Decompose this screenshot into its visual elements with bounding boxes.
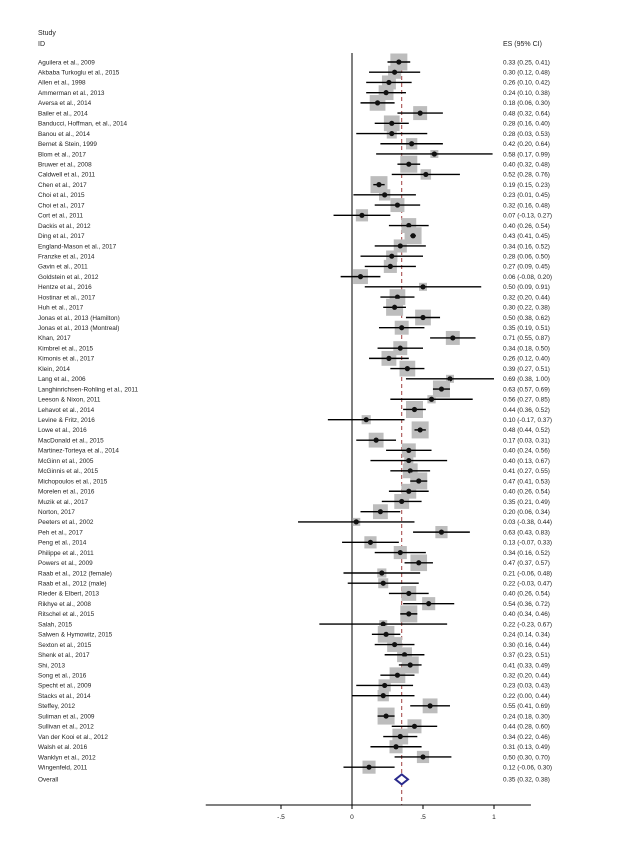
- study-label: Shenk et al., 2017: [38, 652, 90, 660]
- study-row: [38, 443, 550, 457]
- effect-size-text: 0.32 (0.16, 0.48): [503, 202, 550, 210]
- study-label: Khan, 2017: [38, 335, 71, 343]
- effect-size-text: 0.30 (0.12, 0.48): [503, 69, 550, 77]
- effect-size-text: 0.27 (0.09, 0.45): [503, 263, 550, 271]
- point-estimate: [406, 162, 411, 167]
- study-row: [38, 546, 550, 559]
- effect-size-text: 0.41 (0.27, 0.55): [503, 468, 550, 476]
- study-row: [38, 310, 550, 326]
- point-estimate: [358, 274, 363, 279]
- study-row: [38, 375, 550, 383]
- point-estimate: [389, 131, 394, 136]
- point-estimate: [406, 591, 411, 596]
- point-estimate: [412, 724, 417, 729]
- study-row: [38, 719, 550, 733]
- effect-size-text: 0.22 (0.00, 0.44): [503, 692, 550, 700]
- effect-size-text: 0.12 (-0.06, 0.30): [503, 764, 553, 772]
- effect-size-text: 0.28 (0.06, 0.50): [503, 253, 550, 261]
- effect-size-text: 0.41 (0.33, 0.49): [503, 662, 550, 670]
- study-row: [38, 150, 550, 158]
- point-estimate: [416, 560, 421, 565]
- effect-size-text: 0.42 (0.20, 0.64): [503, 141, 550, 149]
- effect-size-text: 0.48 (0.32, 0.64): [503, 110, 550, 118]
- effect-size-text: 0.35 (0.21, 0.49): [503, 498, 550, 506]
- point-estimate: [406, 458, 411, 463]
- effect-size-text: 0.10 (-0.17, 0.37): [503, 417, 553, 424]
- point-estimate: [381, 581, 386, 586]
- study-label: Bruwer et al., 2008: [38, 161, 92, 169]
- point-estimate: [420, 754, 425, 759]
- study-row: [38, 331, 550, 345]
- study-label: Wingenfeld, 2011: [38, 764, 88, 772]
- study-row: [38, 85, 550, 100]
- effect-size-text: 0.19 (0.15, 0.23): [503, 181, 550, 189]
- point-estimate: [406, 448, 411, 453]
- study-label: Aversa et al., 2014: [38, 100, 92, 108]
- study-row: [38, 138, 550, 149]
- study-row: [38, 66, 550, 79]
- study-row: [38, 518, 552, 526]
- effect-size-text: 0.26 (0.12, 0.40): [503, 355, 550, 363]
- study-row: [38, 620, 552, 628]
- point-estimate: [420, 315, 425, 320]
- point-estimate: [364, 417, 369, 422]
- study-row: [38, 647, 550, 662]
- study-row: [38, 283, 550, 291]
- effect-size-text: 0.13 (-0.07, 0.33): [503, 539, 553, 547]
- effect-size-text: 0.52 (0.28, 0.76): [503, 171, 550, 179]
- study-row: [38, 761, 552, 774]
- study-row: [38, 239, 550, 252]
- effect-size-text: 0.33 (0.25, 0.41): [503, 59, 550, 67]
- point-estimate: [354, 519, 359, 524]
- study-label: Rikhye et al., 2008: [38, 600, 91, 608]
- effect-size-text: 0.63 (0.57, 0.69): [503, 386, 550, 394]
- point-estimate: [412, 407, 417, 412]
- effect-size-text: 0.40 (0.34, 0.46): [503, 611, 550, 619]
- study-row: [38, 421, 550, 438]
- effect-size-text: 0.44 (0.36, 0.52): [503, 406, 550, 414]
- effect-size-text: 0.55 (0.41, 0.69): [503, 703, 550, 711]
- point-estimate: [398, 243, 403, 248]
- study-label: Martinez-Torteya et al., 2014: [38, 447, 119, 455]
- effect-size-text: 0.39 (0.27, 0.51): [503, 365, 550, 373]
- study-row: [38, 667, 550, 683]
- point-estimate: [398, 550, 403, 555]
- study-row: [38, 198, 550, 212]
- study-row: [38, 260, 550, 273]
- study-row: [38, 586, 550, 601]
- point-estimate: [366, 765, 371, 770]
- effect-size-text: 0.24 (0.18, 0.30): [503, 713, 550, 721]
- point-estimate: [408, 662, 413, 667]
- study-row: [38, 605, 550, 622]
- study-row: [38, 597, 550, 610]
- study-label: Jonas et al., 2013 (Hamilton): [38, 314, 120, 322]
- x-axis: [206, 805, 531, 821]
- effect-size-text: 0.34 (0.16, 0.52): [503, 243, 550, 251]
- point-estimate: [426, 601, 431, 606]
- study-row: [38, 75, 550, 89]
- effect-size-text: 0.50 (0.30, 0.70): [503, 754, 550, 762]
- effect-size-text: 0.56 (0.27, 0.85): [503, 396, 550, 404]
- study-row: [38, 361, 550, 377]
- effect-size-text: 0.40 (0.24, 0.56): [503, 447, 550, 455]
- x-tick-label: .5: [420, 814, 426, 821]
- effect-size-text: 0.54 (0.36, 0.72): [503, 600, 550, 608]
- study-label: Allen et al., 1998: [38, 79, 86, 87]
- study-label: Salah, 2015: [38, 621, 73, 629]
- point-estimate: [410, 233, 415, 238]
- study-row: [38, 708, 550, 725]
- study-label: Huh et al., 2017: [38, 304, 84, 312]
- point-estimate: [383, 90, 388, 95]
- point-estimate: [389, 254, 394, 259]
- study-label: Sexton et al., 2015: [38, 641, 92, 649]
- effect-size-text: 0.28 (0.03, 0.53): [503, 130, 550, 138]
- effect-size-text: 0.30 (0.16, 0.44): [503, 641, 550, 649]
- point-estimate: [375, 100, 380, 105]
- study-rows: [38, 54, 552, 785]
- study-label: Banou et al., 2014: [38, 130, 90, 138]
- point-estimate: [389, 121, 394, 126]
- study-label: Michopoulos et al., 2015: [38, 478, 108, 486]
- study-row: [38, 395, 550, 403]
- point-estimate: [388, 264, 393, 269]
- study-row: [38, 289, 550, 305]
- effect-size-text: 0.23 (0.01, 0.45): [503, 192, 550, 200]
- effect-size-text: 0.03 (-0.38, 0.44): [503, 519, 553, 527]
- study-label: Blom et al., 2017: [38, 151, 86, 159]
- point-estimate: [396, 59, 401, 64]
- effect-size-text: 0.44 (0.28, 0.60): [503, 723, 550, 731]
- point-estimate: [395, 202, 400, 207]
- effect-size-text: 0.58 (0.17, 0.99): [503, 151, 550, 159]
- effect-size-text: 0.17 (0.03, 0.31): [503, 437, 550, 445]
- effect-size-text: 0.40 (0.26, 0.54): [503, 488, 550, 496]
- effect-size-text: 0.34 (0.22, 0.46): [503, 733, 550, 741]
- effect-size-text: 0.47 (0.41, 0.53): [503, 478, 550, 486]
- point-estimate: [368, 540, 373, 545]
- point-estimate: [374, 438, 379, 443]
- point-estimate: [398, 734, 403, 739]
- point-estimate: [392, 70, 397, 75]
- study-row: [38, 698, 550, 713]
- effect-size-text: 0.23 (0.03, 0.43): [503, 682, 550, 690]
- effect-size-text: 0.35 (0.19, 0.51): [503, 325, 550, 333]
- effect-size-text: 0.22 (-0.03, 0.47): [503, 580, 553, 588]
- point-estimate: [379, 570, 384, 575]
- study-row: [38, 227, 550, 244]
- study-label: Hostinar et al., 2017: [38, 294, 96, 302]
- study-row: [38, 740, 550, 753]
- study-label: Shi, 2013: [38, 662, 66, 670]
- study-label: England-Mason et al., 2017: [38, 243, 117, 251]
- study-row: [38, 176, 550, 193]
- study-row: [38, 299, 550, 316]
- x-tick-label: -.5: [277, 814, 285, 821]
- study-row: [38, 637, 550, 652]
- point-estimate: [405, 366, 410, 371]
- study-row: [38, 536, 552, 548]
- study-label: Specht et al., 2009: [38, 682, 92, 690]
- study-row: [38, 484, 550, 499]
- study-label: Ammerman et al., 2013: [38, 89, 105, 97]
- study-row: [38, 381, 550, 398]
- overall-diamond: [395, 774, 408, 784]
- study-row: [38, 679, 550, 691]
- point-estimate: [383, 713, 388, 718]
- study-label: Raab et al., 2012 (female): [38, 570, 112, 578]
- study-label: Salwen & Hymowitz, 2015: [38, 631, 113, 639]
- study-label: Walsh et al. 2016: [38, 744, 88, 752]
- study-label: Bernet & Stein, 1999: [38, 141, 97, 149]
- study-label: Chen et al., 2017: [38, 181, 87, 189]
- study-label: MacDonald et al., 2015: [38, 437, 104, 445]
- effect-size-text: 0.32 (0.20, 0.44): [503, 294, 550, 302]
- point-estimate: [359, 213, 364, 218]
- study-row: [38, 106, 550, 120]
- effect-size-text: 0.34 (0.18, 0.50): [503, 345, 550, 353]
- study-label: Choi et al., 2015: [38, 192, 85, 200]
- study-row: [38, 578, 552, 588]
- point-estimate: [386, 80, 391, 85]
- point-estimate: [420, 284, 425, 289]
- study-label: Philippe et al., 2011: [38, 549, 94, 557]
- study-label: Suliman et al., 2009: [38, 713, 95, 721]
- study-label: Wanklyn et al., 2012: [38, 754, 96, 762]
- study-label: Aguilera et al., 2009: [38, 59, 95, 67]
- study-row: [38, 251, 550, 262]
- effect-size-text: 0.18 (0.06, 0.30): [503, 100, 550, 108]
- effect-size-text: 0.40 (0.32, 0.48): [503, 161, 550, 169]
- point-estimate: [381, 622, 386, 627]
- effect-size-text: 0.50 (0.09, 0.91): [503, 284, 550, 292]
- header-study: Study: [38, 30, 56, 37]
- study-label: Raab et al., 2012 (male): [38, 580, 107, 588]
- point-estimate: [386, 356, 391, 361]
- study-row: [38, 341, 550, 355]
- study-row: [38, 269, 552, 284]
- study-label: Stacks et al., 2014: [38, 692, 91, 700]
- study-row: [38, 473, 550, 490]
- study-label: Langhinrichsen-Rohling et al., 2011: [38, 386, 139, 394]
- effect-size-text: 0.26 (0.10, 0.42): [503, 79, 550, 87]
- study-label: Leeson & Nixon, 2011: [38, 396, 101, 404]
- study-label: Lang et al., 2006: [38, 376, 86, 384]
- study-label: Lehavot et al., 2014: [38, 406, 95, 414]
- effect-size-text: 0.32 (0.20, 0.44): [503, 672, 550, 680]
- overall-row: [38, 774, 550, 784]
- effect-size-text: 0.71 (0.55, 0.87): [503, 335, 550, 343]
- effect-size-text: 0.20 (0.06, 0.34): [503, 508, 550, 516]
- study-label: Klein, 2014: [38, 365, 70, 373]
- point-estimate: [450, 335, 455, 340]
- study-row: [38, 54, 550, 71]
- study-label: Powers et al., 2009: [38, 560, 93, 568]
- study-row: [38, 169, 550, 179]
- effect-size-text: 0.48 (0.44, 0.52): [503, 427, 550, 435]
- x-tick-label: 1: [492, 814, 496, 821]
- point-estimate: [382, 192, 387, 197]
- study-label: Song et al., 2016: [38, 672, 87, 680]
- study-row: [38, 504, 550, 519]
- study-label: Jonas et al., 2013 (Montreal): [38, 325, 120, 333]
- study-row: [38, 95, 550, 111]
- effect-size-text: 0.69 (0.38, 1.00): [503, 376, 550, 384]
- study-row: [38, 156, 550, 173]
- effect-size-text: 0.34 (0.16, 0.52): [503, 549, 550, 557]
- study-label: Van der Kooi et al., 2012: [38, 733, 108, 741]
- point-estimate: [409, 141, 414, 146]
- point-estimate: [395, 673, 400, 678]
- x-tick-label: 0: [350, 814, 354, 821]
- point-estimate: [406, 489, 411, 494]
- effect-size-text: 0.40 (0.26, 0.54): [503, 590, 550, 598]
- point-estimate: [439, 530, 444, 535]
- effect-size-text: 0.07 (-0.13, 0.27): [503, 212, 553, 220]
- study-row: [38, 321, 550, 335]
- effect-size-text: 0.37 (0.23, 0.51): [503, 652, 550, 660]
- study-label: Caldwell et al., 2011: [38, 171, 96, 179]
- header-id: ID: [38, 41, 45, 48]
- study-label: Franzke et al., 2014: [38, 253, 95, 261]
- study-label: Lowe et al., 2016: [38, 427, 87, 435]
- study-row: [38, 415, 552, 424]
- study-label: Peng et al., 2014: [38, 539, 87, 547]
- study-row: [38, 751, 550, 763]
- study-row: [38, 554, 550, 571]
- study-label: McGinn et al., 2005: [38, 457, 94, 465]
- point-estimate: [378, 509, 383, 514]
- point-estimate: [383, 632, 388, 637]
- effect-size-text: 0.63 (0.43, 0.83): [503, 529, 550, 537]
- point-estimate: [392, 305, 397, 310]
- study-label: Norton, 2017: [38, 508, 75, 516]
- study-label: Peeters et al., 2002: [38, 519, 94, 527]
- point-estimate: [418, 427, 423, 432]
- study-label: Banducci, Hoffman, et al., 2014: [38, 120, 128, 128]
- point-estimate: [432, 151, 437, 156]
- point-estimate: [381, 693, 386, 698]
- study-row: [38, 218, 550, 233]
- study-label: Kimonis et al., 2017: [38, 355, 95, 363]
- study-row: [38, 209, 552, 221]
- effect-size-text: 0.31 (0.13, 0.49): [503, 744, 550, 752]
- study-label: Hentze et al., 2016: [38, 284, 92, 292]
- study-label: Cort et al., 2011: [38, 212, 83, 220]
- study-label: Morelen et al., 2016: [38, 488, 95, 496]
- study-row: [38, 729, 550, 745]
- study-row: [38, 433, 550, 448]
- study-row: [38, 115, 550, 131]
- study-row: [38, 690, 550, 701]
- effect-size-text: 0.24 (0.14, 0.34): [503, 631, 550, 639]
- study-row: [38, 189, 550, 200]
- study-row: [38, 494, 550, 509]
- point-estimate: [406, 611, 411, 616]
- study-label: Rieder & Elbert, 2013: [38, 590, 100, 598]
- study-label: Steffey, 2012: [38, 703, 76, 711]
- study-row: [38, 626, 550, 643]
- study-label: Ding et al., 2017: [38, 233, 85, 241]
- point-estimate: [418, 111, 423, 116]
- effect-size-text: 0.40 (0.13, 0.67): [503, 457, 550, 465]
- overall-label: Overall: [38, 776, 59, 784]
- effect-size-text: 0.30 (0.22, 0.38): [503, 304, 550, 312]
- study-row: [38, 568, 552, 577]
- study-label: Peh et al., 2017: [38, 529, 83, 537]
- effect-size-text: 0.06 (-0.08, 0.20): [503, 273, 553, 281]
- reference-lines: [352, 53, 402, 805]
- effect-size-text: 0.40 (0.26, 0.54): [503, 222, 550, 230]
- study-label: Dackis et al., 2012: [38, 222, 91, 230]
- effect-size-text: 0.28 (0.16, 0.40): [503, 120, 550, 128]
- study-label: Gavin et al., 2011: [38, 263, 88, 271]
- study-row: [38, 526, 550, 538]
- study-row: [38, 463, 550, 478]
- effect-size-text: 0.21 (-0.06, 0.48): [503, 570, 553, 578]
- study-row: [38, 129, 550, 139]
- point-estimate: [429, 397, 434, 402]
- point-estimate: [428, 703, 433, 708]
- effect-size-text: 0.50 (0.38, 0.62): [503, 314, 550, 322]
- point-estimate: [439, 386, 444, 391]
- study-label: Sullivan et al., 2012: [38, 723, 94, 731]
- point-estimate: [382, 683, 387, 688]
- study-label: Akbaba Turkoglu et al., 2015: [38, 69, 120, 77]
- effect-size-text: 0.24 (0.10, 0.38): [503, 89, 550, 97]
- effect-size-text: 0.47 (0.37, 0.57): [503, 560, 550, 568]
- point-estimate: [398, 346, 403, 351]
- study-label: Goldstein et al., 2012: [38, 273, 99, 281]
- point-estimate: [399, 499, 404, 504]
- point-estimate: [399, 325, 404, 330]
- study-label: Muzik et al., 2017: [38, 498, 89, 506]
- effect-size-text: 0.43 (0.41, 0.45): [503, 233, 550, 241]
- study-row: [38, 456, 550, 465]
- point-estimate: [416, 478, 421, 483]
- study-label: Ritschel et al., 2015: [38, 611, 95, 619]
- study-label: Choi et al., 2017: [38, 202, 85, 210]
- study-label: Kimbrel et al., 2015: [38, 345, 94, 353]
- effect-size-text: 0.22 (-0.23, 0.67): [503, 621, 553, 629]
- study-row: [38, 351, 550, 366]
- study-row: [38, 656, 550, 673]
- point-estimate: [393, 744, 398, 749]
- study-label: McGinnis et al., 2015: [38, 468, 99, 476]
- study-label: Bailer et al., 2014: [38, 110, 88, 118]
- study-row: [38, 401, 550, 418]
- point-estimate: [423, 172, 428, 177]
- header-es: ES (95% CI): [503, 41, 542, 48]
- study-label: Levine & Fritz, 2016: [38, 417, 95, 424]
- overall-effect-size-text: 0.35 (0.32, 0.38): [503, 776, 550, 784]
- point-estimate: [376, 182, 381, 187]
- point-estimate: [392, 642, 397, 647]
